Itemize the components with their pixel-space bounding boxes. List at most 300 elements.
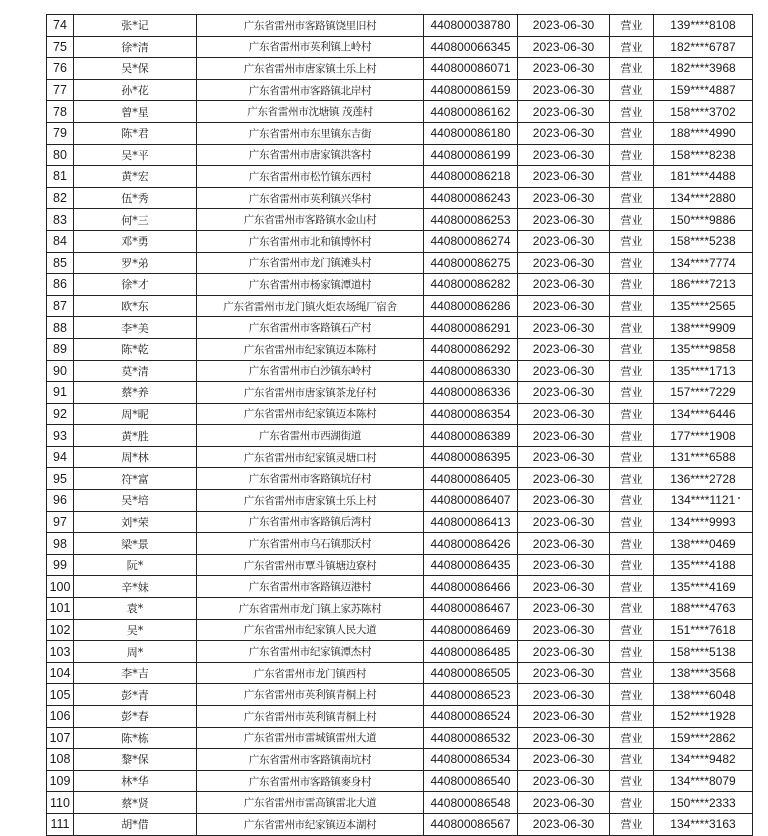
row-number-cell: 98	[47, 533, 74, 555]
status-cell: 营业	[610, 554, 654, 576]
business-address-cell: 广东省雷州市乌石镇那沃村	[197, 533, 424, 555]
date-cell: 2023-06-30	[518, 598, 610, 620]
row-number-cell: 111	[47, 813, 74, 835]
date-cell: 2023-06-30	[518, 706, 610, 728]
table-row	[47, 382, 753, 404]
license-number-cell: 440800086469	[424, 619, 518, 641]
license-number-cell: 440800086159	[424, 79, 518, 101]
date-cell: 2023-06-30	[518, 770, 610, 792]
phone-number-cell: 157****7229	[654, 382, 753, 404]
row-number-cell: 87	[47, 295, 74, 317]
table-body	[47, 15, 753, 836]
table-row	[47, 425, 753, 447]
row-number-cell: 105	[47, 684, 74, 706]
holder-name-cell: 伍*秀	[74, 187, 197, 209]
business-address-cell: 广东省雷州市客路镇石产村	[197, 317, 424, 339]
date-cell: 2023-06-30	[518, 274, 610, 296]
business-address-cell: 广东省雷州市龙门镇火炬农场绳厂宿舍	[197, 295, 424, 317]
phone-number-cell: 134****9993	[654, 511, 753, 533]
holder-name-cell: 孙*花	[74, 79, 197, 101]
license-number-cell: 440800086532	[424, 727, 518, 749]
business-address-cell: 广东省雷州市唐家镇土乐上村	[197, 58, 424, 80]
row-number-cell: 86	[47, 274, 74, 296]
license-number-cell: 440800086354	[424, 403, 518, 425]
holder-name-cell: 彭*青	[74, 684, 197, 706]
table-row	[47, 101, 753, 123]
phone-number-cell: 177****1908	[654, 425, 753, 447]
license-number-cell: 440800086071	[424, 58, 518, 80]
row-number-cell: 81	[47, 166, 74, 188]
license-number-cell: 440800086282	[424, 274, 518, 296]
status-cell: 营业	[610, 58, 654, 80]
date-cell: 2023-06-30	[518, 813, 610, 835]
date-cell: 2023-06-30	[518, 15, 610, 37]
status-cell: 营业	[610, 576, 654, 598]
date-cell: 2023-06-30	[518, 425, 610, 447]
license-number-cell: 440800086540	[424, 770, 518, 792]
phone-number-cell: 135****4169	[654, 576, 753, 598]
date-cell: 2023-06-30	[518, 317, 610, 339]
business-address-cell: 广东省雷州市客路镇麥身村	[197, 770, 424, 792]
table-row	[47, 58, 753, 80]
license-number-cell: 440800086389	[424, 425, 518, 447]
holder-name-cell: 蔡*养	[74, 382, 197, 404]
row-number-cell: 84	[47, 230, 74, 252]
license-number-cell: 440800086199	[424, 144, 518, 166]
phone-number-cell: 188****4990	[654, 122, 753, 144]
business-address-cell: 广东省雷州市东里镇东吉街	[197, 122, 424, 144]
business-address-cell: 广东省雷州市唐家镇洪客村	[197, 144, 424, 166]
phone-number-cell: 135****9858	[654, 338, 753, 360]
phone-number-cell: 139****8108	[654, 15, 753, 37]
phone-number-cell: 136****2728	[654, 468, 753, 490]
holder-name-cell: 周*昵	[74, 403, 197, 425]
row-number-cell: 103	[47, 641, 74, 663]
holder-name-cell: 彭*春	[74, 706, 197, 728]
date-cell: 2023-06-30	[518, 403, 610, 425]
row-number-cell: 104	[47, 662, 74, 684]
status-cell: 营业	[610, 295, 654, 317]
business-address-cell: 广东省雷州市唐家镇土乐上村	[197, 490, 424, 512]
business-address-cell: 广东省雷州市纪家镇迈本陈村	[197, 338, 424, 360]
date-cell: 2023-06-30	[518, 101, 610, 123]
license-number-cell: 440800086505	[424, 662, 518, 684]
row-number-cell: 80	[47, 144, 74, 166]
status-cell: 营业	[610, 101, 654, 123]
date-cell: 2023-06-30	[518, 230, 610, 252]
status-cell: 营业	[610, 425, 654, 447]
table-row	[47, 533, 753, 555]
license-number-cell: 440800086426	[424, 533, 518, 555]
table-row	[47, 274, 753, 296]
row-number-cell: 101	[47, 598, 74, 620]
holder-name-cell: 何*三	[74, 209, 197, 231]
license-number-cell: 440800086548	[424, 792, 518, 814]
business-address-cell: 广东省雷州市纪家镇迈本湖村	[197, 813, 424, 835]
holder-name-cell: 吴*平	[74, 144, 197, 166]
row-number-cell: 102	[47, 619, 74, 641]
phone-number-cell: 182****6787	[654, 36, 753, 58]
table-row	[47, 619, 753, 641]
business-address-cell: 广东省雷州市英利镇青桐上村	[197, 684, 424, 706]
holder-name-cell: 陈*乾	[74, 338, 197, 360]
status-cell: 营业	[610, 15, 654, 37]
holder-name-cell: 吴*	[74, 619, 197, 641]
license-number-cell: 440800086292	[424, 338, 518, 360]
table-row	[47, 598, 753, 620]
table-row	[47, 446, 753, 468]
business-address-cell: 广东省雷州市覃斗镇塘边寮村	[197, 554, 424, 576]
holder-name-cell: 曾*星	[74, 101, 197, 123]
phone-number-cell: 188****4763	[654, 598, 753, 620]
phone-number-cell: 131****6588	[654, 446, 753, 468]
table-row	[47, 252, 753, 274]
holder-name-cell: 张*记	[74, 15, 197, 37]
date-cell: 2023-06-30	[518, 792, 610, 814]
phone-number-cell: 134****9482	[654, 749, 753, 771]
table-row	[47, 338, 753, 360]
business-address-cell: 广东省雷州市英利镇青桐上村	[197, 706, 424, 728]
row-number-cell: 100	[47, 576, 74, 598]
holder-name-cell: 刘*荣	[74, 511, 197, 533]
license-number-cell: 440800086275	[424, 252, 518, 274]
business-address-cell: 广东省雷州市沈塘镇 茂莲村	[197, 101, 424, 123]
table-row	[47, 576, 753, 598]
holder-name-cell: 罗*弟	[74, 252, 197, 274]
table-row	[47, 122, 753, 144]
license-number-cell: 440800086286	[424, 295, 518, 317]
status-cell: 营业	[610, 252, 654, 274]
status-cell: 营业	[610, 274, 654, 296]
date-cell: 2023-06-30	[518, 511, 610, 533]
date-cell: 2023-06-30	[518, 338, 610, 360]
row-number-cell: 106	[47, 706, 74, 728]
status-cell: 营业	[610, 749, 654, 771]
table-row	[47, 15, 753, 37]
business-address-cell: 广东省雷州市客路镇后湾村	[197, 511, 424, 533]
holder-name-cell: 吴*保	[74, 58, 197, 80]
status-cell: 营业	[610, 360, 654, 382]
status-cell: 营业	[610, 770, 654, 792]
date-cell: 2023-06-30	[518, 187, 610, 209]
row-number-cell: 94	[47, 446, 74, 468]
holder-name-cell: 徐*才	[74, 274, 197, 296]
phone-number-cell: 181****4488	[654, 166, 753, 188]
table-row	[47, 144, 753, 166]
status-cell: 营业	[610, 641, 654, 663]
status-cell: 营业	[610, 166, 654, 188]
business-address-cell: 广东省雷州市北和镇博怀村	[197, 230, 424, 252]
license-number-cell: 440800086413	[424, 511, 518, 533]
license-number-cell: 440800086567	[424, 813, 518, 835]
date-cell: 2023-06-30	[518, 684, 610, 706]
date-cell: 2023-06-30	[518, 58, 610, 80]
phone-number-cell: 138****9909	[654, 317, 753, 339]
row-number-cell: 78	[47, 101, 74, 123]
holder-name-cell: 周*林	[74, 446, 197, 468]
table-row	[47, 468, 753, 490]
holder-name-cell: 辛*妹	[74, 576, 197, 598]
date-cell: 2023-06-30	[518, 79, 610, 101]
business-address-cell: 广东省雷州市唐家镇茶龙仔村	[197, 382, 424, 404]
row-number-cell: 79	[47, 122, 74, 144]
license-number-cell: 440800086218	[424, 166, 518, 188]
date-cell: 2023-06-30	[518, 619, 610, 641]
status-cell: 营业	[610, 382, 654, 404]
business-address-cell: 广东省雷州市客路镇南坑村	[197, 749, 424, 771]
table-row	[47, 641, 753, 663]
status-cell: 营业	[610, 36, 654, 58]
table-row	[47, 166, 753, 188]
phone-number-cell: 138****6048	[654, 684, 753, 706]
row-number-cell: 99	[47, 554, 74, 576]
status-cell: 营业	[610, 619, 654, 641]
holder-name-cell: 梁*景	[74, 533, 197, 555]
date-cell: 2023-06-30	[518, 641, 610, 663]
phone-number-cell: 135****4188	[654, 554, 753, 576]
date-cell: 2023-06-30	[518, 490, 610, 512]
phone-number-cell: 134****1121	[654, 490, 753, 512]
table-row	[47, 36, 753, 58]
phone-number-cell: 159****4887	[654, 79, 753, 101]
business-address-cell: 广东省雷州市雷城镇雷州大道	[197, 727, 424, 749]
holder-name-cell: 徐*清	[74, 36, 197, 58]
status-cell: 营业	[610, 209, 654, 231]
phone-number-cell: 134****3163	[654, 813, 753, 835]
business-address-cell: 广东省雷州市纪家镇灵塘口村	[197, 446, 424, 468]
business-address-cell: 广东省雷州市纪家镇潭杰村	[197, 641, 424, 663]
business-address-cell: 广东省雷州市纪家镇人民大道	[197, 619, 424, 641]
license-number-cell: 440800086253	[424, 209, 518, 231]
holder-name-cell: 李*美	[74, 317, 197, 339]
license-number-cell: 440800086466	[424, 576, 518, 598]
business-address-cell: 广东省雷州市英利镇兴华村	[197, 187, 424, 209]
status-cell: 营业	[610, 468, 654, 490]
business-address-cell: 广东省雷州市英利镇上岭村	[197, 36, 424, 58]
license-number-cell: 440800086291	[424, 317, 518, 339]
phone-number-cell: 158****8238	[654, 144, 753, 166]
status-cell: 营业	[610, 511, 654, 533]
table-row	[47, 770, 753, 792]
license-number-cell: 440800086407	[424, 490, 518, 512]
license-number-cell: 440800086534	[424, 749, 518, 771]
date-cell: 2023-06-30	[518, 209, 610, 231]
status-cell: 营业	[610, 79, 654, 101]
status-cell: 营业	[610, 403, 654, 425]
license-number-cell: 440800086243	[424, 187, 518, 209]
row-number-cell: 90	[47, 360, 74, 382]
table-row	[47, 317, 753, 339]
holder-name-cell: 黎*保	[74, 749, 197, 771]
date-cell: 2023-06-30	[518, 554, 610, 576]
row-number-cell: 89	[47, 338, 74, 360]
table-row	[47, 403, 753, 425]
phone-number-cell: 134****6446	[654, 403, 753, 425]
holder-name-cell: 黄*宏	[74, 166, 197, 188]
business-address-cell: 广东省雷州市客路镇迈港村	[197, 576, 424, 598]
holder-name-cell: 蔡*贤	[74, 792, 197, 814]
status-cell: 营业	[610, 706, 654, 728]
license-number-cell: 440800086274	[424, 230, 518, 252]
phone-number-cell: 186****7213	[654, 274, 753, 296]
license-number-cell: 440800086405	[424, 468, 518, 490]
status-cell: 营业	[610, 144, 654, 166]
holder-name-cell: 周*	[74, 641, 197, 663]
row-number-cell: 93	[47, 425, 74, 447]
date-cell: 2023-06-30	[518, 533, 610, 555]
status-cell: 营业	[610, 792, 654, 814]
date-cell: 2023-06-30	[518, 295, 610, 317]
phone-number-cell: 150****2333	[654, 792, 753, 814]
phone-number-cell: 134****7774	[654, 252, 753, 274]
date-cell: 2023-06-30	[518, 144, 610, 166]
license-list-table	[46, 14, 753, 836]
date-cell: 2023-06-30	[518, 360, 610, 382]
row-number-cell: 107	[47, 727, 74, 749]
status-cell: 营业	[610, 317, 654, 339]
phone-number-cell: 134****2880	[654, 187, 753, 209]
table-row	[47, 511, 753, 533]
row-number-cell: 110	[47, 792, 74, 814]
date-cell: 2023-06-30	[518, 749, 610, 771]
date-cell: 2023-06-30	[518, 122, 610, 144]
table-row	[47, 79, 753, 101]
holder-name-cell: 李*吉	[74, 662, 197, 684]
license-number-cell: 440800086467	[424, 598, 518, 620]
scan-speck	[738, 497, 740, 499]
row-number-cell: 109	[47, 770, 74, 792]
business-address-cell: 广东省雷州市雷高镇雷北大道	[197, 792, 424, 814]
table-row	[47, 684, 753, 706]
status-cell: 营业	[610, 727, 654, 749]
phone-number-cell: 135****1713	[654, 360, 753, 382]
date-cell: 2023-06-30	[518, 36, 610, 58]
status-cell: 营业	[610, 598, 654, 620]
date-cell: 2023-06-30	[518, 446, 610, 468]
business-address-cell: 广东省雷州市松竹镇东西村	[197, 166, 424, 188]
row-number-cell: 82	[47, 187, 74, 209]
row-number-cell: 97	[47, 511, 74, 533]
license-number-cell: 440800086485	[424, 641, 518, 663]
phone-number-cell: 135****2565	[654, 295, 753, 317]
date-cell: 2023-06-30	[518, 662, 610, 684]
status-cell: 营业	[610, 662, 654, 684]
holder-name-cell: 黄*胜	[74, 425, 197, 447]
row-number-cell: 74	[47, 15, 74, 37]
phone-number-cell: 151****7618	[654, 619, 753, 641]
date-cell: 2023-06-30	[518, 468, 610, 490]
holder-name-cell: 陈*栋	[74, 727, 197, 749]
business-address-cell: 广东省雷州市龙门镇西村	[197, 662, 424, 684]
row-number-cell: 85	[47, 252, 74, 274]
phone-number-cell: 152****1928	[654, 706, 753, 728]
table-row	[47, 792, 753, 814]
license-number-cell: 440800086180	[424, 122, 518, 144]
phone-number-cell: 150****9886	[654, 209, 753, 231]
license-number-cell: 440800086435	[424, 554, 518, 576]
license-number-cell: 440800086523	[424, 684, 518, 706]
phone-number-cell: 159****2862	[654, 727, 753, 749]
date-cell: 2023-06-30	[518, 727, 610, 749]
row-number-cell: 77	[47, 79, 74, 101]
holder-name-cell: 欧*东	[74, 295, 197, 317]
date-cell: 2023-06-30	[518, 166, 610, 188]
table-row	[47, 662, 753, 684]
table-row	[47, 727, 753, 749]
holder-name-cell: 莫*清	[74, 360, 197, 382]
phone-number-cell: 134****8079	[654, 770, 753, 792]
phone-number-cell: 158****5238	[654, 230, 753, 252]
business-address-cell: 广东省雷州市客路镇坑仔村	[197, 468, 424, 490]
row-number-cell: 96	[47, 490, 74, 512]
row-number-cell: 88	[47, 317, 74, 339]
date-cell: 2023-06-30	[518, 382, 610, 404]
license-number-cell: 440800086524	[424, 706, 518, 728]
date-cell: 2023-06-30	[518, 576, 610, 598]
row-number-cell: 95	[47, 468, 74, 490]
phone-number-cell: 138****0469	[654, 533, 753, 555]
phone-number-cell: 138****3568	[654, 662, 753, 684]
table-row	[47, 706, 753, 728]
table-row	[47, 360, 753, 382]
holder-name-cell: 袁*	[74, 598, 197, 620]
row-number-cell: 75	[47, 36, 74, 58]
table-row	[47, 230, 753, 252]
row-number-cell: 83	[47, 209, 74, 231]
holder-name-cell: 胡*借	[74, 813, 197, 835]
license-number-cell: 440800086336	[424, 382, 518, 404]
license-number-cell: 440800086330	[424, 360, 518, 382]
license-number-cell: 440800038780	[424, 15, 518, 37]
business-address-cell: 广东省雷州市客路镇北岸村	[197, 79, 424, 101]
business-address-cell: 广东省雷州市杨家镇潭道村	[197, 274, 424, 296]
license-number-cell: 440800086395	[424, 446, 518, 468]
business-address-cell: 广东省雷州市客路镇饶里旧村	[197, 15, 424, 37]
holder-name-cell: 陈*君	[74, 122, 197, 144]
phone-number-cell: 182****3968	[654, 58, 753, 80]
holder-name-cell: 吴*培	[74, 490, 197, 512]
business-address-cell: 广东省雷州市龙门镇滩头村	[197, 252, 424, 274]
status-cell: 营业	[610, 684, 654, 706]
status-cell: 营业	[610, 230, 654, 252]
business-address-cell: 广东省雷州市白沙镇东岭村	[197, 360, 424, 382]
phone-number-cell: 158****3702	[654, 101, 753, 123]
table-row	[47, 490, 753, 512]
business-address-cell: 广东省雷州市纪家镇迈本陈村	[197, 403, 424, 425]
business-address-cell: 广东省雷州市龙门镇上家苏陈村	[197, 598, 424, 620]
phone-number-cell: 158****5138	[654, 641, 753, 663]
row-number-cell: 76	[47, 58, 74, 80]
table-row	[47, 209, 753, 231]
status-cell: 营业	[610, 533, 654, 555]
holder-name-cell: 符*富	[74, 468, 197, 490]
table-row	[47, 554, 753, 576]
table-row	[47, 187, 753, 209]
status-cell: 营业	[610, 338, 654, 360]
status-cell: 营业	[610, 813, 654, 835]
date-cell: 2023-06-30	[518, 252, 610, 274]
license-number-cell: 440800086162	[424, 101, 518, 123]
holder-name-cell: 林*华	[74, 770, 197, 792]
holder-name-cell: 邓*勇	[74, 230, 197, 252]
row-number-cell: 92	[47, 403, 74, 425]
business-address-cell: 广东省雷州市西湖街道	[197, 425, 424, 447]
status-cell: 营业	[610, 446, 654, 468]
row-number-cell: 91	[47, 382, 74, 404]
license-number-cell: 440800066345	[424, 36, 518, 58]
status-cell: 营业	[610, 122, 654, 144]
table-row	[47, 749, 753, 771]
